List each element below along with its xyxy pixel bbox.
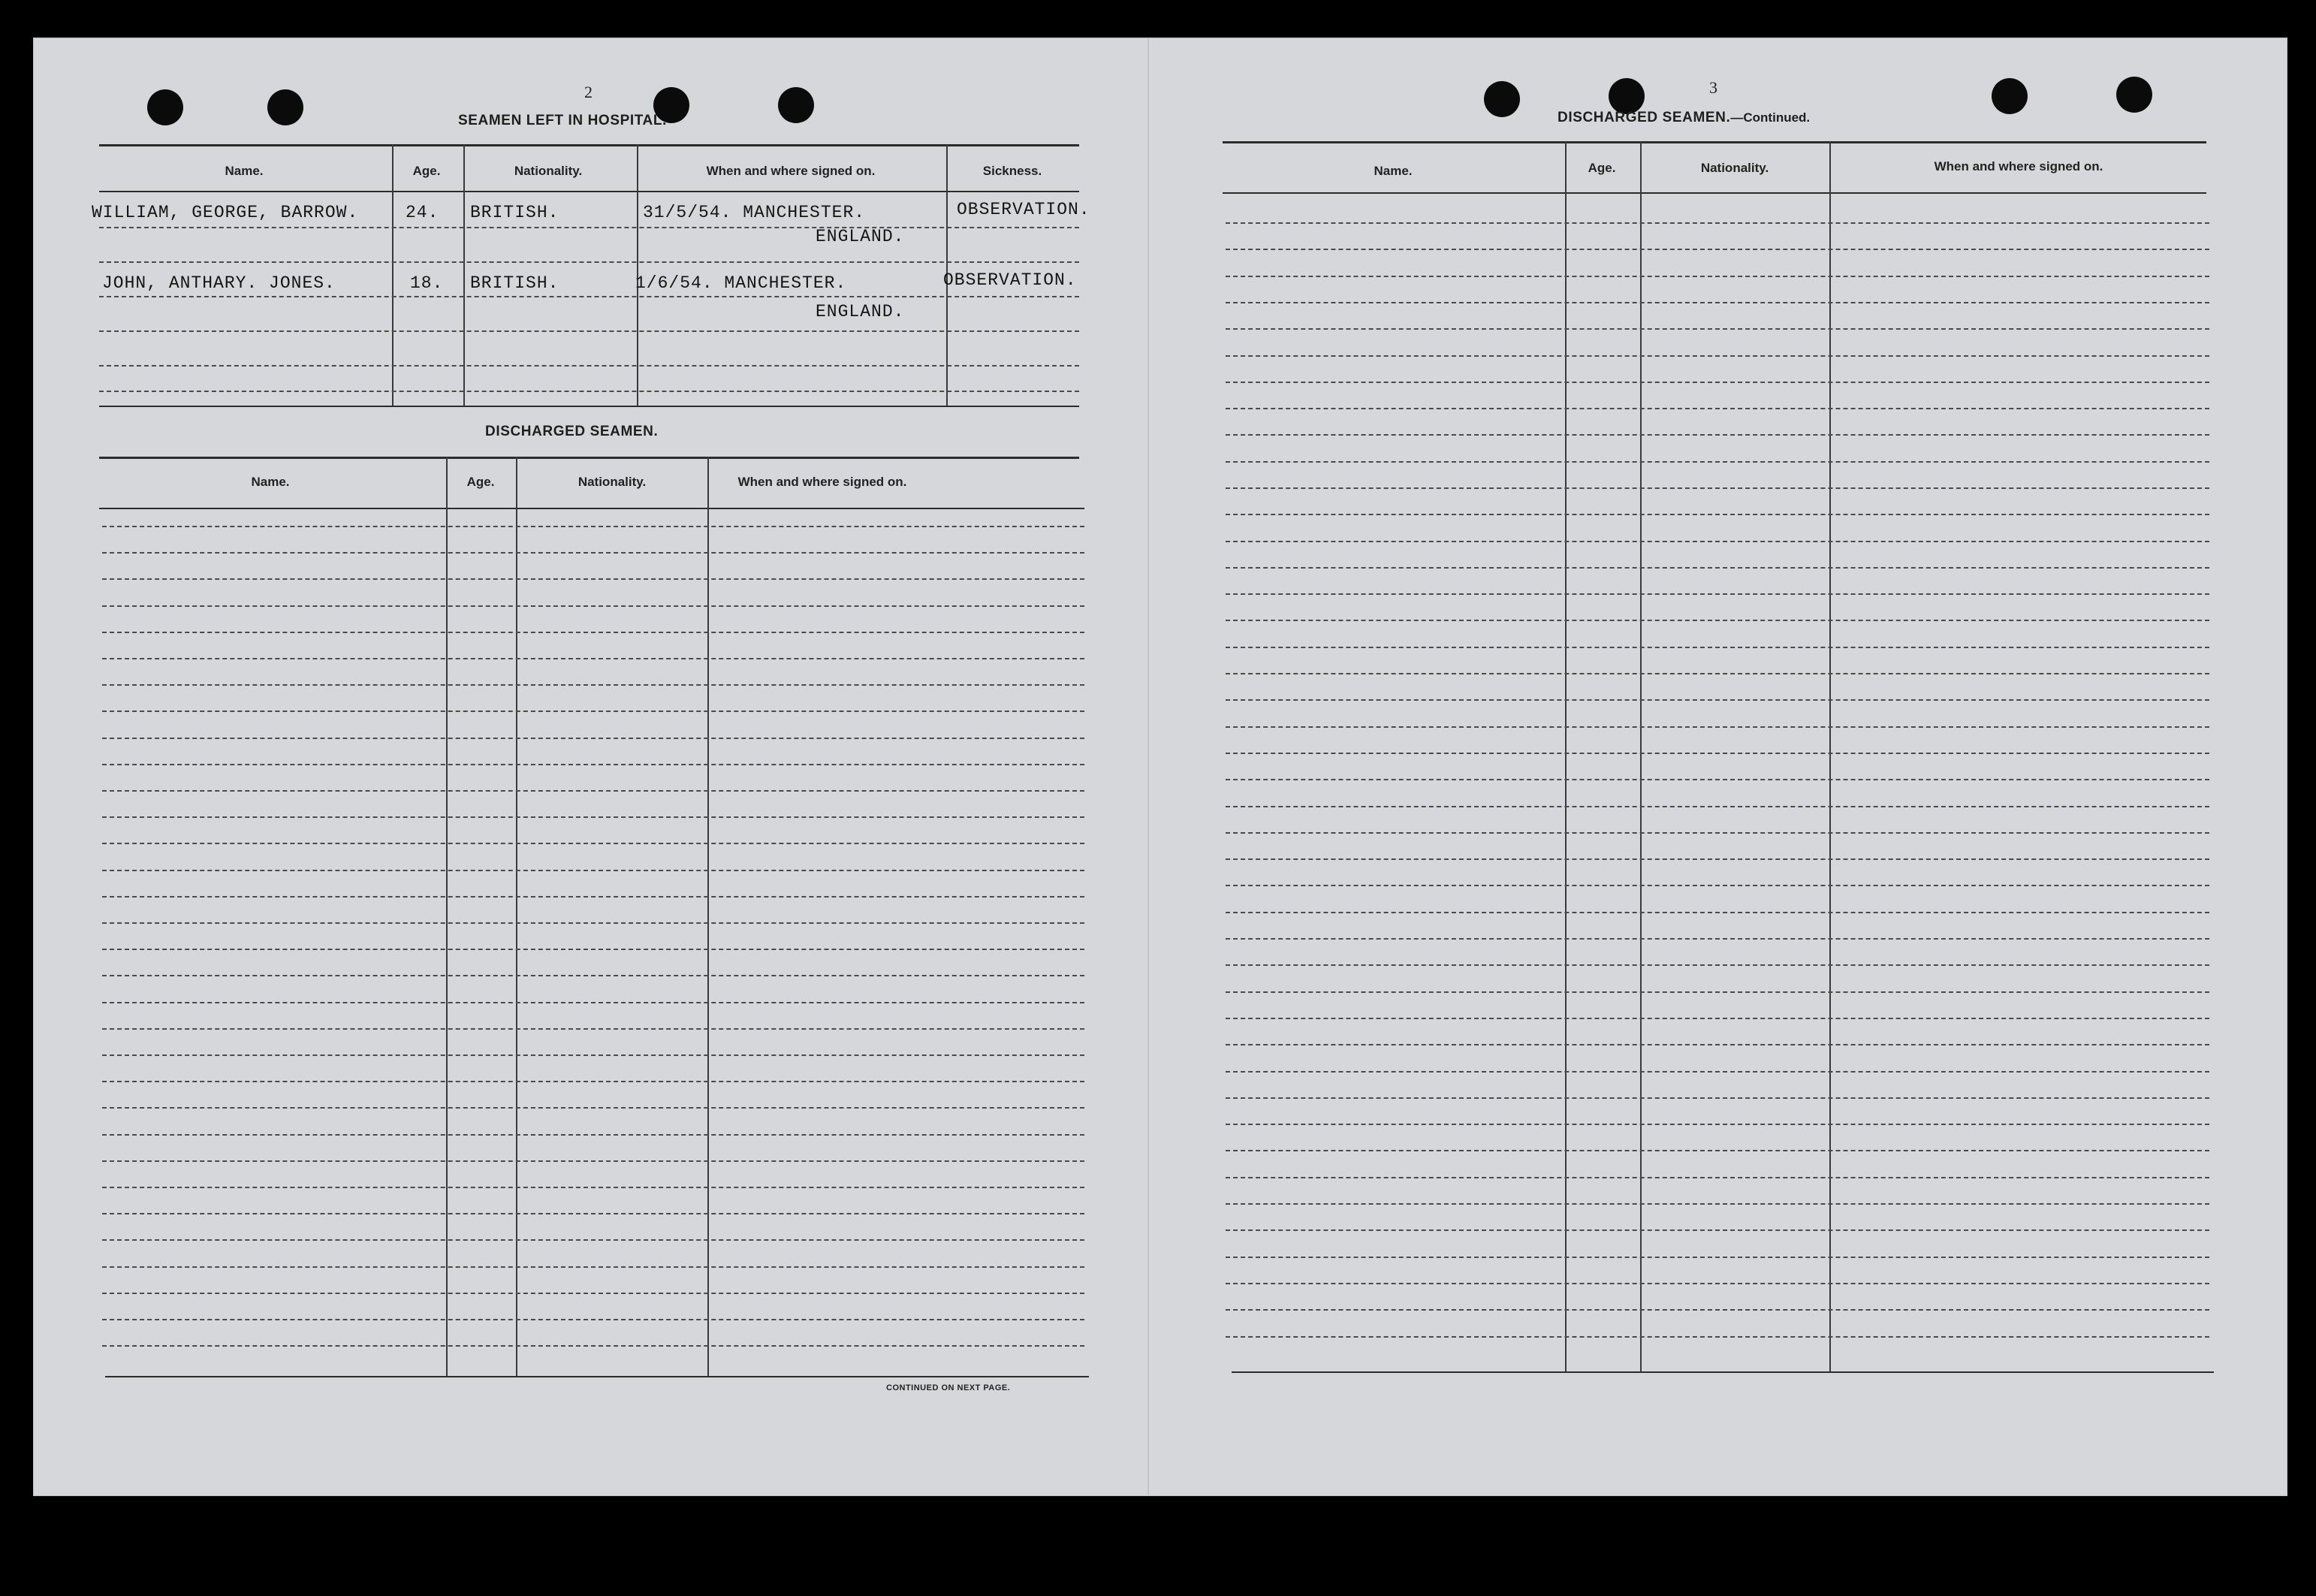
form-dotted-line (1226, 1309, 2209, 1311)
hospital-dotted-line (99, 391, 1079, 392)
form-dotted-line (1226, 1097, 2209, 1099)
hospital-col-name: Name. (225, 164, 264, 178)
form-dotted-line (1226, 249, 2209, 250)
form-dotted-line (102, 922, 1084, 924)
form-dotted-line (1226, 938, 2209, 940)
discharged-continued-title (1558, 110, 1810, 126)
form-dotted-line (1226, 541, 2209, 542)
discharged-col-name: Name. (251, 475, 290, 489)
hospital-col-nationality: Nationality. (514, 164, 583, 178)
form-dotted-line (1226, 487, 2209, 489)
hospital-dotted-line (99, 227, 1079, 228)
form-dotted-line (102, 816, 1084, 818)
right-col-divider (1640, 141, 1642, 1373)
form-dotted-line (102, 1134, 1084, 1136)
hospital-row-2-signed-on-place: ENGLAND. (816, 302, 905, 321)
hospital-row-1-age: 24. (406, 203, 439, 222)
hospital-dotted-line (99, 296, 1079, 297)
form-dotted-line (1226, 673, 2209, 674)
page-fold (1147, 38, 1149, 1495)
punch-hole (1992, 78, 2028, 114)
page-number: 2 (584, 83, 593, 101)
form-dotted-line (102, 1081, 1084, 1082)
form-dotted-line (102, 870, 1084, 871)
hospital-bottom-rule (99, 406, 1079, 407)
right-col-age: Age. (1588, 161, 1616, 175)
form-dotted-line (1226, 885, 2209, 886)
form-dotted-line (1226, 1150, 2209, 1151)
form-dotted-line (102, 1266, 1084, 1268)
hospital-dotted-line (99, 365, 1079, 367)
discharged-col-divider (516, 457, 517, 1376)
form-dotted-line (102, 1002, 1084, 1003)
page-number: 3 (1709, 78, 1717, 97)
form-dotted-line (102, 658, 1084, 659)
form-dotted-line (102, 1187, 1084, 1188)
form-dotted-line (102, 1319, 1084, 1320)
form-dotted-line (1226, 593, 2209, 595)
form-dotted-line (102, 526, 1084, 527)
discharged-col-signed-on: When and where signed on. (737, 475, 907, 489)
right-col-signed-on: When and where signed on. (1934, 159, 2103, 173)
form-dotted-line (102, 632, 1084, 633)
hospital-dotted-line (99, 261, 1079, 263)
form-dotted-line (102, 605, 1084, 607)
form-dotted-line (1226, 567, 2209, 569)
form-dotted-line (102, 1213, 1084, 1214)
form-dotted-line (1226, 753, 2209, 754)
discharged-section-title: DISCHARGED SEAMEN. (485, 424, 659, 439)
form-dotted-line (1226, 912, 2209, 913)
hospital-table-top-rule (99, 144, 1079, 146)
form-dotted-line (102, 1293, 1084, 1294)
punch-hole (267, 89, 303, 125)
form-dotted-line (1226, 1177, 2209, 1178)
hospital-row-2-signed-on: 1/6/54. MANCHESTER. (635, 273, 847, 293)
hospital-row-1-signed-on: 31/5/54. MANCHESTER. (643, 203, 866, 222)
hospital-row-1-signed-on-place: ENGLAND. (816, 227, 905, 246)
form-dotted-line (1226, 1257, 2209, 1258)
form-dotted-line (1226, 222, 2209, 224)
punch-hole (2116, 77, 2152, 113)
form-dotted-line (1226, 620, 2209, 621)
form-dotted-line (1226, 328, 2209, 330)
hospital-col-signed-on: When and where signed on. (706, 164, 876, 178)
form-dotted-line (102, 1028, 1084, 1030)
form-dotted-line (102, 843, 1084, 844)
document-sheet (33, 38, 2287, 1496)
form-dotted-line (102, 711, 1084, 712)
continued-note: CONTINUED ON NEXT PAGE. (886, 1383, 1011, 1392)
hospital-section-title: SEAMEN LEFT IN HOSPITAL. (458, 113, 667, 128)
form-dotted-line (102, 764, 1084, 765)
form-dotted-line (1226, 408, 2209, 409)
form-dotted-line (1226, 355, 2209, 357)
form-dotted-line (1226, 1283, 2209, 1284)
form-dotted-line (1226, 832, 2209, 834)
form-dotted-line (102, 552, 1084, 554)
form-dotted-line (102, 1054, 1084, 1056)
right-col-name: Name. (1374, 164, 1413, 178)
form-dotted-line (1226, 1336, 2209, 1338)
form-dotted-line (1226, 647, 2209, 648)
form-dotted-line (1226, 1203, 2209, 1205)
form-dotted-line (1226, 726, 2209, 728)
form-dotted-line (102, 790, 1084, 792)
form-dotted-line (1226, 1044, 2209, 1045)
right-bottom-rule (1232, 1371, 2214, 1373)
punch-hole (1484, 81, 1520, 117)
right-col-divider (1565, 141, 1567, 1373)
discharged-col-age: Age. (466, 475, 495, 489)
form-dotted-line (102, 949, 1084, 950)
form-dotted-line (1226, 302, 2209, 303)
form-dotted-line (102, 975, 1084, 976)
hospital-row-2-age: 18. (410, 273, 444, 293)
form-dotted-line (1226, 964, 2209, 966)
discharged-table-top-rule (99, 457, 1079, 459)
form-dotted-line (1226, 1018, 2209, 1019)
form-dotted-line (102, 738, 1084, 739)
discharged-bottom-rule (105, 1376, 1089, 1377)
discharged-continued-title-text: DISCHARGED SEAMEN. (1558, 110, 1731, 125)
form-dotted-line (1226, 991, 2209, 993)
form-dotted-line (1226, 858, 2209, 860)
discharged-col-nationality: Nationality. (577, 475, 647, 489)
hospital-row-1-nationality: BRITISH. (470, 203, 559, 222)
form-dotted-line (1226, 382, 2209, 383)
discharged-header-rule (99, 508, 1084, 509)
form-dotted-line (1226, 1229, 2209, 1231)
right-table-top-rule (1223, 141, 2206, 143)
form-dotted-line (1226, 1071, 2209, 1073)
form-dotted-line (1226, 1124, 2209, 1125)
hospital-row-1-sickness: OBSERVATION. (957, 200, 1090, 219)
hospital-col-sickness: Sickness. (982, 164, 1042, 178)
hospital-row-2-nationality: BRITISH. (470, 273, 559, 293)
form-dotted-line (1226, 779, 2209, 780)
form-dotted-line (102, 896, 1084, 898)
punch-hole (1609, 78, 1645, 114)
hospital-dotted-line (99, 330, 1079, 332)
form-dotted-line (1226, 276, 2209, 277)
punch-hole (778, 87, 814, 123)
hospital-header-rule (99, 191, 1079, 192)
right-col-nationality: Nationality. (1700, 161, 1769, 175)
form-dotted-line (102, 1345, 1084, 1347)
hospital-row-1-name: WILLIAM, GEORGE, BARROW. (92, 203, 359, 222)
form-dotted-line (102, 1239, 1084, 1241)
hospital-row-2-sickness: OBSERVATION. (943, 270, 1077, 290)
hospital-row-2-name: JOHN, ANTHARY. JONES. (102, 273, 336, 293)
right-header-rule (1223, 192, 2206, 194)
punch-hole (147, 89, 183, 125)
form-dotted-line (1226, 434, 2209, 436)
hospital-col-age: Age. (412, 164, 441, 178)
discharged-col-divider (446, 457, 448, 1376)
form-dotted-line (102, 684, 1084, 686)
form-dotted-line (102, 578, 1084, 580)
discharged-col-divider (707, 457, 709, 1376)
form-dotted-line (1226, 806, 2209, 807)
form-dotted-line (1226, 461, 2209, 463)
discharged-continued-suffix: —Continued. (1730, 110, 1811, 125)
form-dotted-line (1226, 514, 2209, 515)
form-dotted-line (102, 1107, 1084, 1109)
right-col-divider (1829, 141, 1831, 1373)
form-dotted-line (1226, 699, 2209, 701)
form-dotted-line (102, 1160, 1084, 1162)
